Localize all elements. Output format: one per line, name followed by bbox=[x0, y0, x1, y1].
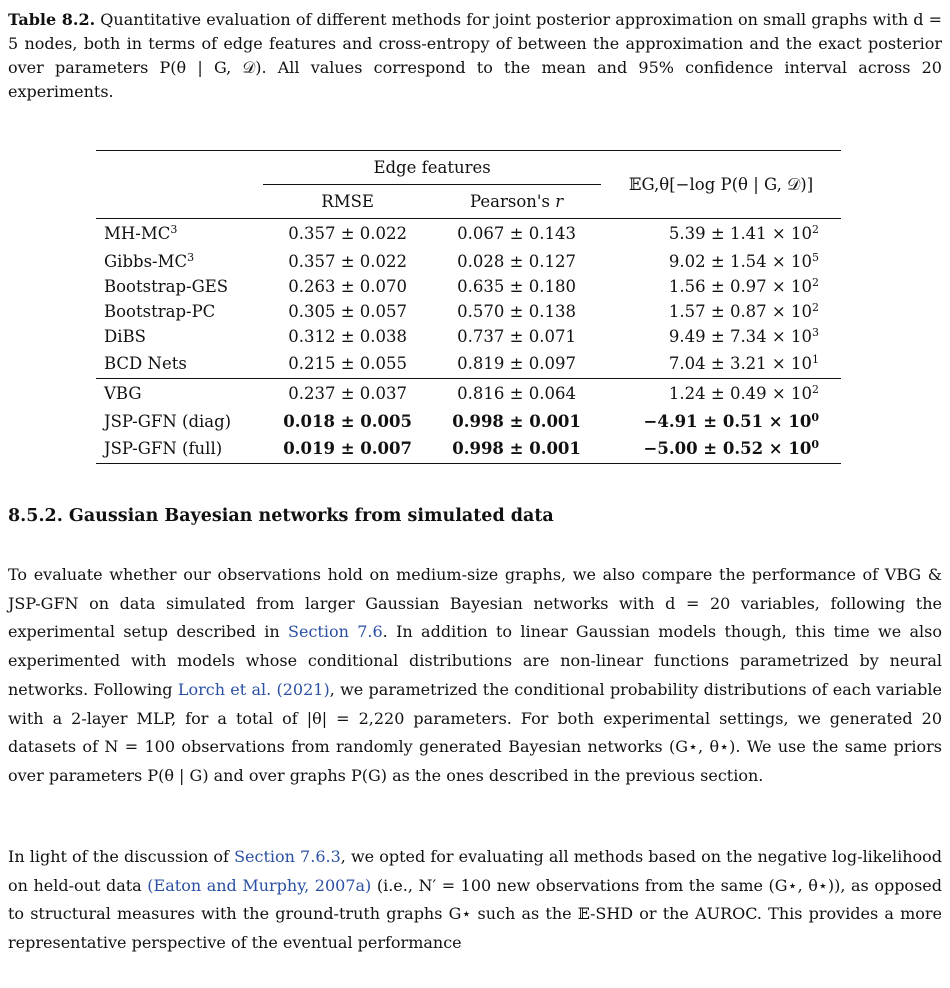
results-table bbox=[96, 150, 841, 464]
table-row bbox=[96, 434, 841, 464]
para1-text-1: To evaluate whether our observations hold on medium-size graphs, we also compare the performance of VBG & JSP-GFN on data simulated from larger Gaussian Bayesian networks with d = 20 variables, following the experimental setup described in bbox=[8, 565, 942, 642]
method-name: Bootstrap-PC bbox=[104, 301, 216, 321]
pearson-cell: 0.635 ± 0.180 bbox=[457, 276, 576, 296]
method-name: JSP-GFN (full) bbox=[104, 438, 223, 458]
para2-text-2: , we opted for evaluating all methods based on the negative log-likelihood on held-out data bbox=[8, 847, 943, 895]
paragraph-1 bbox=[8, 561, 942, 791]
table-row bbox=[96, 274, 841, 299]
cross-entropy-cell bbox=[601, 324, 841, 349]
para1-text-2: . In addition to linear Gaussian models though, this time we also experimented with models whose conditional distributions are non-linear functions parametrized by neural networks. Following bbox=[8, 622, 942, 699]
cross-entropy-header: 𝔼G,θ[−log P(θ | G, 𝒟)] bbox=[628, 174, 814, 194]
table-row bbox=[96, 349, 841, 379]
method-name: DiBS bbox=[104, 326, 146, 346]
cross-entropy-cell bbox=[601, 434, 841, 464]
pearson-cell: 0.998 ± 0.001 bbox=[452, 411, 581, 431]
cross-entropy-cell bbox=[601, 349, 841, 379]
rmse-cell: 0.019 ± 0.007 bbox=[283, 438, 412, 458]
method-cell bbox=[96, 324, 263, 349]
method-name: VBG bbox=[104, 384, 142, 404]
cross-entropy-cell bbox=[601, 409, 841, 434]
baseline-rows bbox=[96, 219, 841, 379]
method-cell bbox=[96, 434, 263, 464]
rmse-cell: 0.357 ± 0.022 bbox=[288, 251, 408, 271]
method-cell bbox=[96, 274, 263, 299]
method-cell bbox=[96, 219, 263, 249]
lorch-citation-link[interactable]: Lorch et al. (2021) bbox=[177, 679, 330, 699]
table-row bbox=[96, 409, 841, 434]
superscript: 2 bbox=[812, 275, 819, 289]
caption-label: Table 8.2. bbox=[8, 10, 96, 29]
superscript: 0 bbox=[811, 410, 819, 424]
rmse-cell: 0.357 ± 0.022 bbox=[288, 224, 408, 244]
section-7-6-link[interactable]: Section 7.6 bbox=[288, 622, 383, 642]
pearson-cell: 0.819 ± 0.097 bbox=[457, 353, 576, 373]
proposed-rows bbox=[96, 379, 841, 464]
rmse-header: RMSE bbox=[321, 192, 374, 211]
pearson-cell: 0.998 ± 0.001 bbox=[452, 438, 581, 458]
cross-entropy-value: −5.00 ± 0.52 × 10 bbox=[643, 438, 812, 458]
pearson-header-text: Pearson's bbox=[470, 192, 556, 211]
paragraph-2 bbox=[8, 843, 942, 958]
section-heading: 8.5.2. Gaussian Bayesian networks from simulated data bbox=[8, 506, 554, 526]
cross-entropy-value: 9.49 ± 7.34 × 10 bbox=[668, 326, 812, 346]
section-7-6-3-link[interactable]: Section 7.6.3 bbox=[234, 847, 341, 866]
rmse-cell: 0.263 ± 0.070 bbox=[288, 276, 408, 296]
superscript: 2 bbox=[812, 223, 819, 237]
cross-entropy-cell bbox=[601, 299, 841, 324]
superscript: 5 bbox=[812, 250, 819, 264]
pearson-header bbox=[432, 185, 601, 219]
rmse-cell: 0.215 ± 0.055 bbox=[288, 353, 408, 373]
superscript: 3 bbox=[170, 223, 178, 237]
method-cell bbox=[96, 299, 263, 324]
para2-text-1: In light of the discussion of bbox=[8, 847, 235, 866]
header-empty bbox=[96, 151, 263, 185]
cross-entropy-value: 1.57 ± 0.87 × 10 bbox=[668, 301, 812, 321]
rmse-cell: 0.312 ± 0.038 bbox=[288, 326, 408, 346]
table-caption bbox=[8, 8, 942, 104]
method-name: Bootstrap-GES bbox=[104, 276, 229, 296]
superscript: 1 bbox=[812, 352, 819, 366]
caption-text: Quantitative evaluation of different methods for joint posterior approximation on small graphs with d = 5 nodes, both in terms of edge features and cross-entropy of between the approximation and the exact posterior over parameters P(θ | G, 𝒟). All values correspond to the mean and 95% confidence interval across 20 experiments. bbox=[8, 10, 942, 101]
cross-entropy-cell bbox=[601, 379, 841, 409]
method-cell bbox=[96, 379, 263, 409]
method-name: Gibbs-MC bbox=[104, 251, 188, 271]
table-row bbox=[96, 379, 841, 409]
table-row bbox=[96, 299, 841, 324]
method-name: BCD Nets bbox=[104, 353, 187, 373]
para1-text-3: , we parametrized the conditional probability distributions of each variable with a 2-layer MLP, for a total of |θ| = 2,220 parameters. For both experimental settings, we generated 20 datasets of N = 100 observations from randomly generated Bayesian networks (G⋆, θ⋆). We use the same priors over parameters P(θ | G) and over graphs P(G) as the ones described in the previous section. bbox=[8, 679, 943, 785]
cross-entropy-cell bbox=[601, 274, 841, 299]
method-cell bbox=[96, 249, 263, 274]
superscript: 0 bbox=[811, 437, 819, 451]
pearson-cell: 0.816 ± 0.064 bbox=[457, 384, 576, 404]
table-row bbox=[96, 324, 841, 349]
method-cell bbox=[96, 409, 263, 434]
superscript: 2 bbox=[812, 300, 819, 314]
cross-entropy-value: 7.04 ± 3.21 × 10 bbox=[668, 353, 812, 373]
rmse-cell: 0.305 ± 0.057 bbox=[288, 301, 408, 321]
para2-text-3: (i.e., N′ = 100 new observations from the same (G⋆, θ⋆)), as opposed to structural measures with the ground-truth graphs G⋆ such as the 𝔼-SHD or the AUROC. This provides a more representative perspective of the eventual performance bbox=[8, 875, 942, 953]
superscript: 3 bbox=[812, 325, 819, 339]
cross-entropy-cell bbox=[601, 219, 841, 249]
superscript: 2 bbox=[812, 383, 819, 397]
cross-entropy-cell bbox=[601, 249, 841, 274]
cross-entropy-value: 5.39 ± 1.41 × 10 bbox=[668, 224, 812, 244]
method-cell bbox=[96, 349, 263, 379]
edge-features-header: Edge features bbox=[263, 151, 601, 185]
header-empty-2 bbox=[96, 185, 263, 219]
table-row bbox=[96, 249, 841, 274]
cross-entropy-value: 9.02 ± 1.54 × 10 bbox=[668, 251, 812, 271]
cross-entropy-value: 1.24 ± 0.49 × 10 bbox=[668, 384, 812, 404]
method-name: MH-MC bbox=[104, 224, 171, 244]
pearson-cell: 0.737 ± 0.071 bbox=[457, 326, 576, 346]
pearson-cell: 0.067 ± 0.143 bbox=[457, 224, 576, 244]
rmse-cell: 0.237 ± 0.037 bbox=[288, 384, 408, 404]
pearson-cell: 0.028 ± 0.127 bbox=[457, 251, 576, 271]
superscript: 3 bbox=[187, 250, 195, 264]
cross-entropy-value: 1.56 ± 0.97 × 10 bbox=[668, 276, 812, 296]
pearson-cell: 0.570 ± 0.138 bbox=[457, 301, 576, 321]
eaton-murphy-citation-link[interactable]: (Eaton and Murphy, 2007a) bbox=[147, 875, 372, 895]
pearson-header-r: r bbox=[555, 192, 564, 211]
table-row bbox=[96, 219, 841, 249]
rmse-cell: 0.018 ± 0.005 bbox=[283, 411, 412, 431]
method-name: JSP-GFN (diag) bbox=[104, 411, 232, 431]
page bbox=[8, 8, 942, 104]
cross-entropy-value: −4.91 ± 0.51 × 10 bbox=[643, 411, 812, 431]
